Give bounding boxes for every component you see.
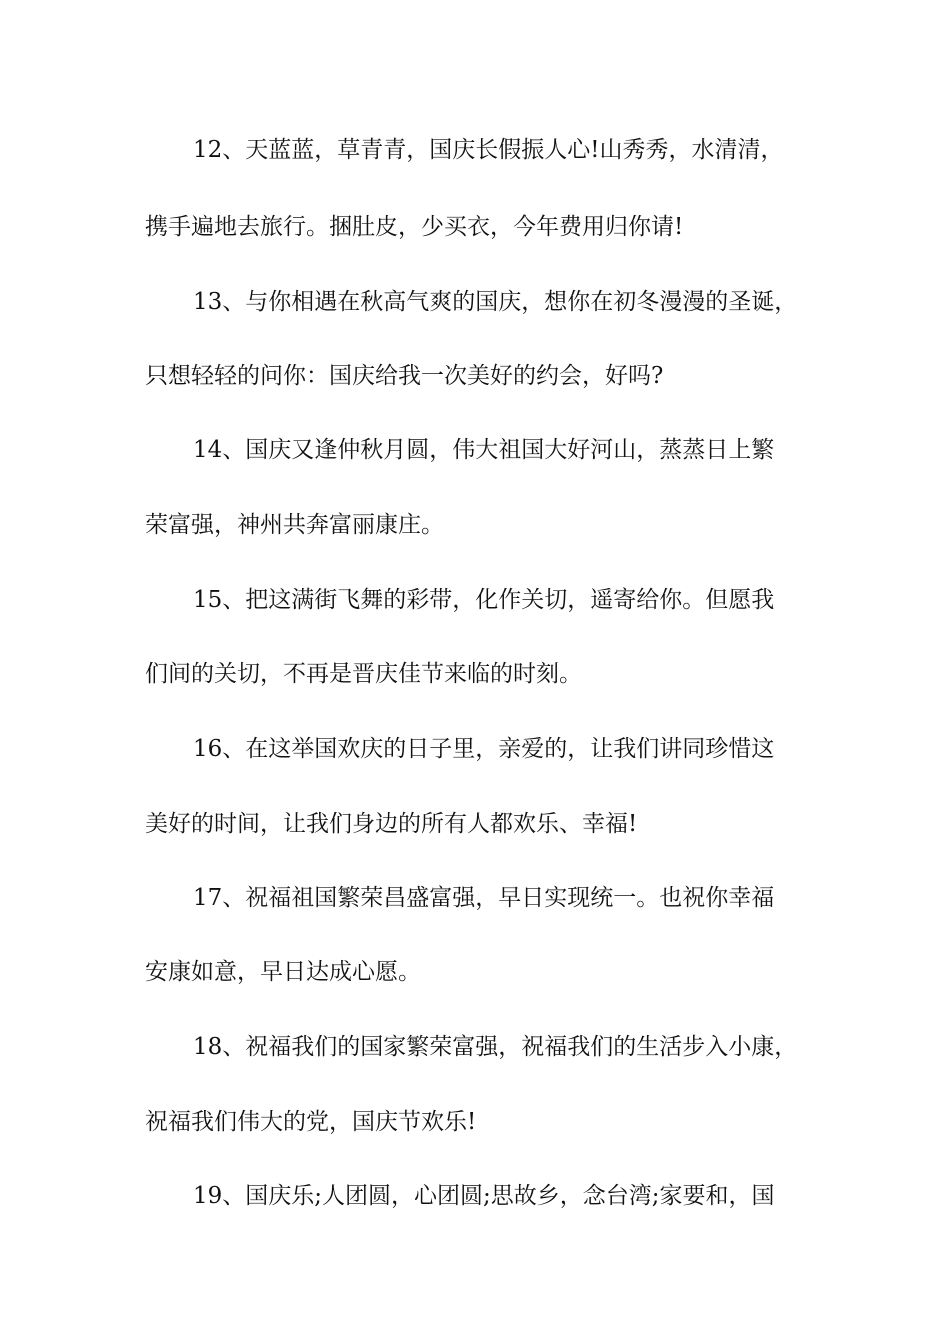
paragraph-15-line-2: 们间的关切，不再是晋庆佳节来临的时刻。 bbox=[145, 661, 582, 687]
paragraph-18-line-2: 祝福我们伟大的党，国庆节欢乐! bbox=[145, 1109, 477, 1135]
paragraph-13-line-2: 只想轻轻的问你：国庆给我一次美好的约会，好吗? bbox=[145, 363, 664, 389]
paragraph-17-line-1: 17、祝福祖国繁荣昌盛富强，早日实现统一。也祝你幸福 bbox=[193, 885, 775, 911]
paragraph-18-line-1: 18、祝福我们的国家繁荣富强，祝福我们的生活步入小康， bbox=[193, 1034, 798, 1060]
paragraph-12-line-2: 携手遍地去旅行。捆肚皮，少买衣，今年费用归你请! bbox=[145, 214, 684, 240]
paragraph-13-line-1: 13、与你相遇在秋高气爽的国庆，想你在初冬漫漫的圣诞， bbox=[193, 289, 798, 315]
paragraph-16-line-1: 16、在这举国欢庆的日子里，亲爱的，让我们讲同珍惜这 bbox=[193, 736, 775, 762]
paragraph-14-line-2: 荣富强，神州共奔富丽康庄。 bbox=[145, 512, 444, 538]
paragraph-15-line-1: 15、把这满街飞舞的彩带，化作关切，遥寄给你。但愿我 bbox=[193, 587, 775, 613]
paragraph-16-line-2: 美好的时间，让我们身边的所有人都欢乐、幸福! bbox=[145, 811, 638, 837]
paragraph-19-line-1: 19、国庆乐;人团圆，心团圆;思故乡，念台湾;家要和，国 bbox=[193, 1183, 775, 1209]
paragraph-14-line-1: 14、国庆又逢仲秋月圆，伟大祖国大好河山，蒸蒸日上繁 bbox=[193, 437, 775, 463]
paragraph-12-line-1: 12、天蓝蓝，草青青，国庆长假振人心!山秀秀，水清清， bbox=[193, 137, 784, 163]
paragraph-17-line-2: 安康如意，早日达成心愿。 bbox=[145, 959, 421, 985]
